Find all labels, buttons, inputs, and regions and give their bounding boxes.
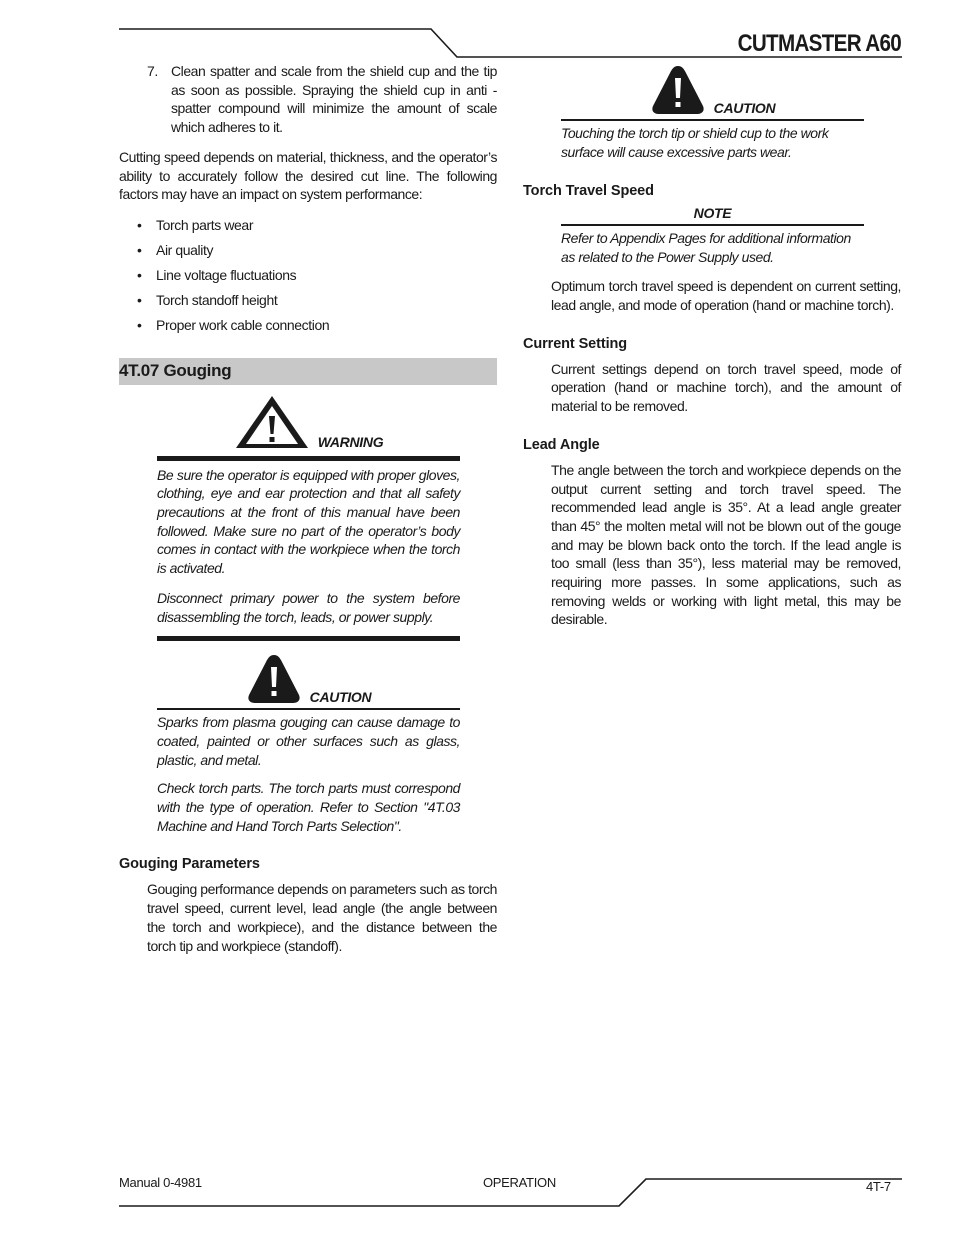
warning-text-1: Be sure the operator is equipped with proper gloves, clothing, eye and ear protection and that all safety precautions at the front of this manual have been followed. Make sure no part of the operator’s body comes in contact with the workpiece when the torch is activated. — [157, 466, 460, 577]
section-heading — [119, 358, 497, 385]
caution-text-1: Sparks from plasma gouging can cause damage to coated, painted or other surfaces such as glass, plastic, and metal. — [157, 714, 460, 768]
caution-rule — [157, 708, 460, 710]
torch-travel-speed-heading: Torch Travel Speed — [523, 183, 654, 200]
note-box — [561, 204, 864, 266]
step-text: Clean spatter and scale from the shield cup and the tip as soon as possible. Spraying the shield cup in anti - spatter compound will minimize the amount of scale which adheres to it. — [171, 63, 497, 136]
step-7 — [119, 62, 497, 137]
page-number: 4T-7 — [866, 1179, 891, 1194]
lead-angle-heading: Lead Angle — [523, 436, 600, 453]
factor-list — [137, 216, 497, 335]
list-item: • Air quality — [137, 241, 214, 258]
manual-number: Manual 0-4981 — [119, 1175, 202, 1190]
note-text: Refer to Appendix Pages for additional information as related to the Power Supply used. — [561, 229, 851, 265]
warning-header — [157, 392, 460, 450]
caution-box — [157, 651, 460, 835]
list-item: • Torch parts wear — [137, 216, 254, 233]
note-label: NOTE — [693, 205, 732, 222]
current-setting-text: Current settings depend on torch travel speed, mode of operation (hand or machine torch), and the amount of material to be removed. — [551, 360, 901, 415]
footer-section: OPERATION — [483, 1175, 556, 1190]
warning-box — [157, 392, 460, 642]
warning-text-2: Disconnect primary power to the system before disassembling the torch, leads, or power supply. — [157, 589, 460, 625]
warning-triangle-icon — [234, 394, 310, 450]
lead-angle-text: The angle between the torch and workpiece depends on the output current setting and torch travel speed. The recommended lead angle is 35°. At a lead angle greater than 45° the molten metal will not be blown out of the gouge and may be blown back onto the torch. If the lead angle is too small (less than 35°), less material may be removed, requiring more passes. In some applications, such as removing welds or working with light metal, this may be desirable. — [551, 461, 901, 628]
right-column — [523, 62, 901, 629]
document-title: CUTMASTER A60 — [737, 30, 901, 57]
warning-bottom-rule — [157, 636, 460, 641]
caution-label: CAUTION — [713, 100, 776, 116]
list-item: • Torch standoff height — [137, 291, 278, 308]
caution-box-right — [561, 62, 864, 161]
caution-icon — [246, 653, 302, 705]
caution-header — [157, 651, 460, 705]
section-title: 4T.07 Gouging — [119, 361, 232, 381]
step-number: 7. — [147, 63, 158, 79]
left-column — [119, 62, 497, 955]
caution-label: CAUTION — [309, 689, 372, 706]
current-setting-heading: Current Setting — [523, 335, 628, 352]
warning-label: WARNING — [317, 433, 384, 450]
gouging-parameters-heading: Gouging Parameters — [119, 856, 260, 873]
caution-text: Touching the torch tip or shield cup to the work surface will cause excessive parts wear. — [561, 125, 829, 160]
warning-top-rule — [157, 456, 460, 461]
caution-text-2: Check torch parts. The torch parts must correspond with the type of operation. Refer to Section "4T.03 Machine and Hand Torch Parts Selection". — [157, 780, 460, 834]
caution-header-right — [561, 62, 864, 116]
list-item: • Proper work cable connection — [137, 316, 330, 333]
gouging-parameters-text: Gouging performance depends on parameters such as torch travel speed, current level, lead angle (the angle between the torch and workpiece), and the distance between the torch tip and workpiece (standoff). — [147, 881, 497, 954]
note-rule — [561, 224, 864, 226]
caution-rule — [561, 119, 864, 121]
torch-travel-speed-text: Optimum torch travel speed is dependent on current setting, lead angle, and mode of operation (hand or machine torch). — [551, 278, 901, 314]
cutting-speed-intro: Cutting speed depends on material, thickness, and the operator’s ability to accurately follow the desired cut line. The following factors may have an impact on system performance: — [119, 148, 497, 203]
list-item: • Line voltage fluctuations — [137, 266, 297, 283]
caution-icon — [650, 64, 706, 116]
